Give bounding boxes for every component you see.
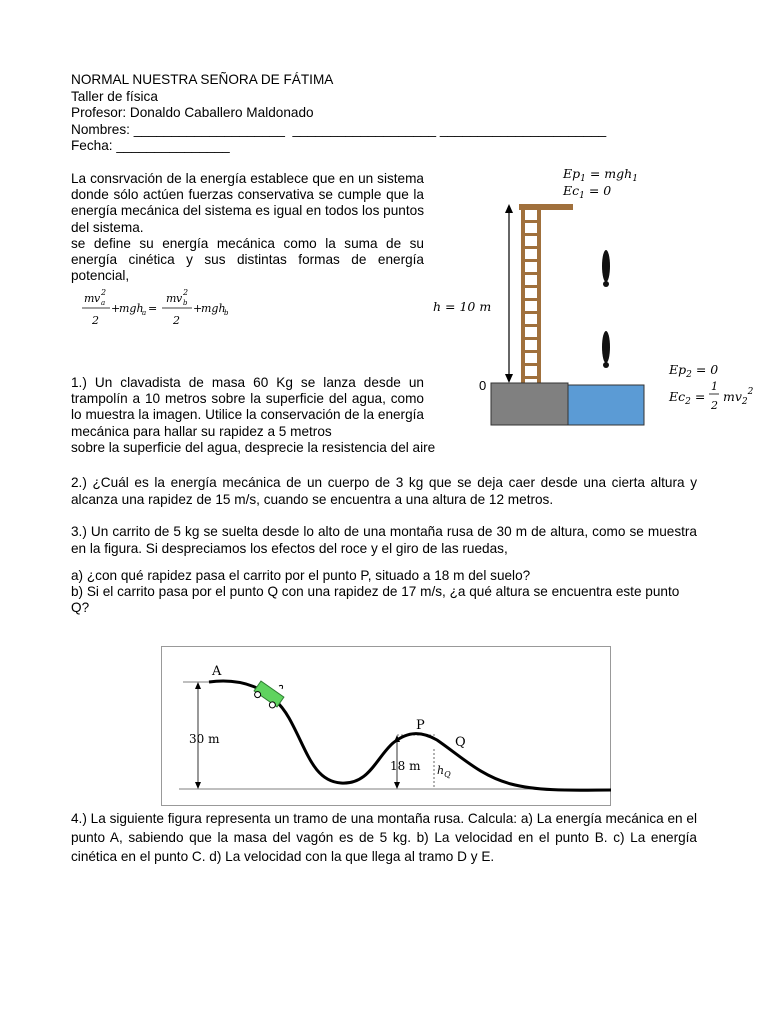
diver-icon-upper bbox=[602, 250, 610, 287]
question-2: 2.) ¿Cuál es la energía mecánica de un cuerpo de 3 kg que se deja caer desde una cierta altura y alcanza una rapidez de 15 m/s, cuando se encuentra a una altura de 12 metros. bbox=[71, 475, 697, 507]
ladder-rung bbox=[525, 311, 537, 314]
formula-m-b: m bbox=[166, 292, 177, 305]
ladder-rung bbox=[525, 324, 537, 327]
height-label: h = 10 m bbox=[433, 299, 492, 314]
ladder-rung bbox=[525, 363, 537, 366]
ladder-rail-right bbox=[537, 210, 541, 383]
question-1-text: 1.) Un clavadista de masa 60 Kg se lanza desde un trampolín a 10 metros sobre la superficie del agua, como lo muestra la imagen. Utilice la conservación de la energía mecánica para hallar su rapidez a 5 metros bbox=[71, 375, 424, 439]
formula-sub-a: a bbox=[101, 299, 106, 307]
question-1 bbox=[71, 375, 436, 456]
formula-h-sub-b: b bbox=[224, 309, 229, 317]
formula-h-sub-a: a bbox=[142, 309, 147, 317]
formula-exp-a: 2 bbox=[101, 288, 107, 297]
question-1-last-line: sobre la superficie del agua, desprecie la resistencia del aire bbox=[71, 439, 436, 455]
energy-conservation-formula bbox=[80, 284, 250, 332]
ec2-label: $Ec_2$ = bbox=[669, 389, 706, 407]
ladder-rung bbox=[525, 220, 537, 223]
formula-mgh-b: mgh bbox=[201, 302, 226, 315]
diver-icon-lower bbox=[602, 331, 610, 368]
roller-coaster-figure bbox=[161, 646, 611, 806]
ec1-label: $Ec_1 = 0$ bbox=[563, 183, 612, 201]
ep1-label: $Ep_1 = mgh_1$ bbox=[563, 166, 638, 184]
teacher-line: Profesor: Donaldo Caballero Maldonado bbox=[71, 105, 314, 121]
formula-denom-a: 2 bbox=[92, 314, 99, 327]
water-pool bbox=[568, 385, 644, 425]
formula-mgh-a: mgh bbox=[119, 302, 144, 315]
formula-denom-b: 2 bbox=[173, 314, 180, 327]
question-3b: b) Si el carrito pasa por el punto Q con una rapidez de 17 m/s, ¿a qué altura se encuentra este punto Q? bbox=[71, 584, 680, 616]
height-arrow-top bbox=[505, 204, 513, 213]
zero-label: 0 bbox=[479, 378, 487, 393]
formula-plus-2: + bbox=[193, 302, 203, 315]
school-name: NORMAL NUESTRA SEÑORA DE FÁTIMA bbox=[71, 72, 334, 87]
question-3a: a) ¿con qué rapidez pasa el carrito por el punto P, situado a 18 m del suelo? bbox=[71, 568, 531, 583]
question-3: 3.) Un carrito de 5 kg se suelta desde lo alto de una montaña rusa de 30 m de altura, como se muestra en la figura. Si despreciamos los efectos del roce y el giro de las ruedas, bbox=[71, 524, 697, 556]
worksheet-header bbox=[71, 72, 606, 155]
formula-plus-1: + bbox=[111, 302, 121, 315]
intro-paragraph-1: La consrvación de la energía establece que en un sistema donde sólo actúen fuerzas conservativa se cumple que la energía mecánica del sistema es igual en todos los puntos del sistema. bbox=[71, 171, 424, 235]
point-q-label: Q bbox=[455, 735, 466, 750]
point-a-label: A bbox=[212, 664, 222, 679]
height-p-label: 18 m bbox=[390, 759, 421, 773]
formula-v-b: v bbox=[176, 292, 183, 305]
ladder-rail-left bbox=[521, 210, 525, 383]
ep2-label: $Ep_2 = 0$ bbox=[669, 362, 719, 380]
question-3-parts bbox=[71, 568, 697, 617]
point-p-label: P bbox=[416, 718, 425, 733]
ladder-rung bbox=[525, 376, 537, 379]
formula-sub-b: b bbox=[183, 299, 188, 307]
ground-block bbox=[491, 383, 568, 425]
ladder-rung bbox=[525, 285, 537, 288]
height-a-label: 30 m bbox=[189, 732, 220, 746]
diver-figure bbox=[425, 160, 768, 440]
ec2-half-num: 1 bbox=[711, 380, 718, 393]
subject-line: Taller de física bbox=[71, 88, 158, 104]
diving-board bbox=[519, 204, 573, 210]
date-line: Fecha: _______________ bbox=[71, 138, 230, 154]
question-4: 4.) La siguiente figura representa un tramo de una montaña rusa. Calcula: a) La energía mecánica en el punto A, sabiendo que la masa del vagón es de 5 kg. b) La velocidad en el punto B. c) La energía cinética en el punto C. d) La velocidad con la que llega al tramo D y E. bbox=[71, 811, 697, 864]
ladder-rung bbox=[525, 298, 537, 301]
intro-text bbox=[71, 171, 424, 284]
ladder-rung bbox=[525, 259, 537, 262]
ladder-rung bbox=[525, 337, 537, 340]
intro-paragraph-2: se define su energía mecánica como la suma de su energía cinética y sus distintas formas de energía potencial, bbox=[71, 235, 424, 284]
formula-m-a: m bbox=[84, 292, 95, 305]
formula-v-a: v bbox=[94, 292, 101, 305]
names-line: Nombres: ____________________ ___________________ ______________________ bbox=[71, 121, 607, 137]
ladder-rung bbox=[525, 272, 537, 275]
height-arrow-bottom bbox=[505, 374, 513, 383]
height-q-label: $h_Q$ bbox=[437, 764, 451, 779]
ec2-half-den: 2 bbox=[711, 399, 718, 412]
figure-frame bbox=[162, 647, 611, 806]
formula-equals: = bbox=[148, 302, 158, 315]
ladder bbox=[519, 204, 573, 383]
ladder-rung bbox=[525, 246, 537, 249]
ladder-rung bbox=[525, 350, 537, 353]
ec2-rhs: $mv_2^2$ bbox=[723, 387, 754, 407]
ladder-rung bbox=[525, 233, 537, 236]
formula-exp-b: 2 bbox=[183, 288, 189, 297]
